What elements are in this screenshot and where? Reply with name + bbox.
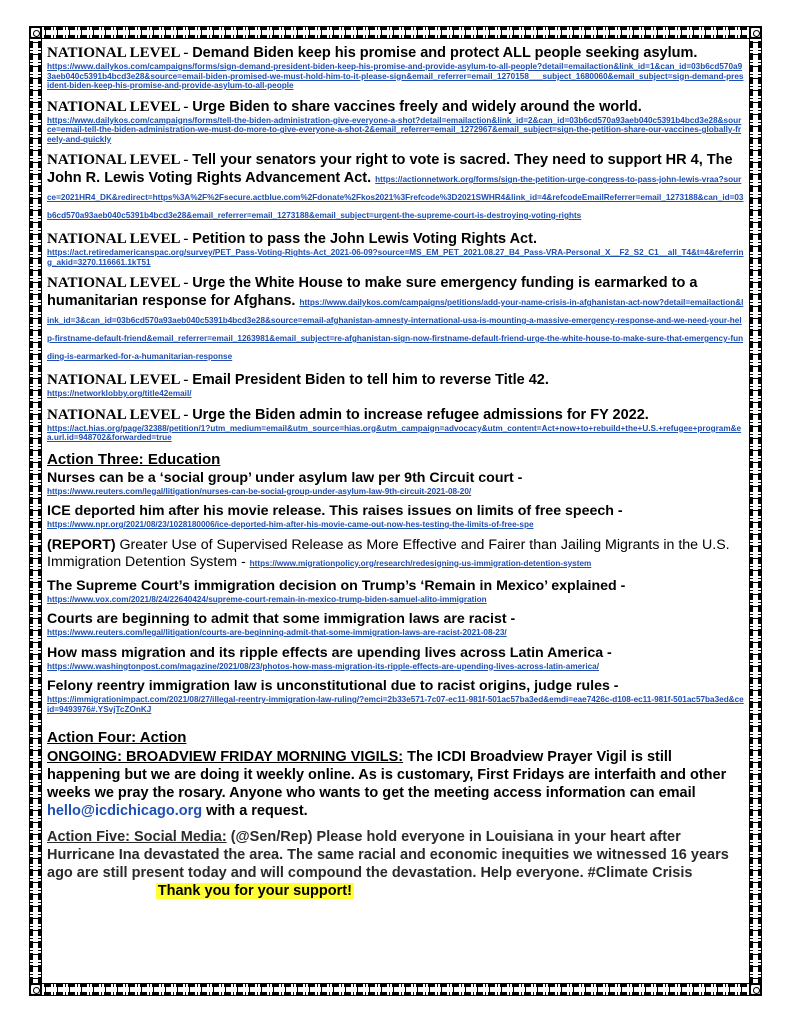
petition-link[interactable]: https://www.dailykos.com/campaigns/forms/tell-the-biden-administration-give-everyone-a-shot?detail=emailaction&link_id=2&can_id=03b6cd570a93aeb040c5391b4bcd3e28&source=email-tell-the-biden-administration-we-must-do-more-to-give-everyone-a-shot-2&email_referrer=email_1272967&email_subject=sign-the-petition-share-our-vaccines-globally-freely-and-quickly	[47, 115, 742, 144]
national-item	[47, 98, 744, 145]
article-link[interactable]: https://www.reuters.com/legal/litigation/courts-are-beginning-admit-that-some-immigration-laws-are-racist-2021-08-23/	[47, 628, 507, 637]
education-item	[47, 578, 744, 605]
corner-ornament	[29, 983, 42, 996]
national-item-title: NATIONAL LEVEL - Email President Biden to tell him to reverse Title 42.	[47, 372, 549, 388]
newsletter-content	[47, 44, 744, 900]
petition-link[interactable]: https://act.retiredamericanspac.org/survey/PET_Pass-Voting-Rights-Act_2021-06-09?source=MS_EM_PET_2021.08.27_B4_Pass-VRA-Personal_X__F2_S2_C1__all_T4&t=4&referring_akid=3270.116661.1kT51	[47, 248, 744, 267]
level-prefix: NATIONAL LEVEL -	[47, 372, 193, 388]
thank-you-highlight: Thank you for your support!	[157, 883, 352, 899]
corner-ornament	[749, 26, 762, 39]
border-left	[29, 26, 42, 996]
education-item	[47, 645, 744, 672]
article-title: The Supreme Court’s immigration decision on Trump’s ‘Remain in Mexico’ explained -	[47, 577, 626, 594]
article-link[interactable]: https://www.vox.com/2021/8/24/22640424/supreme-court-remain-in-mexico-trump-biden-samuel-alito-immigration	[47, 594, 487, 604]
social-media-paragraph: Action Five: Social Media: (@Sen/Rep) Please hold everyone in Louisiana in your heart after Hurricane Ina devastated the area. The same racial and economic inequities we witnessed 16 years ago are still present today and will compound the devastation. Help everyone. #Climate Crisis Thank you for your support!	[47, 829, 729, 899]
level-prefix: NATIONAL LEVEL -	[47, 275, 193, 291]
vigil-label: ONGOING: BROADVIEW FRIDAY MORNING VIGILS:	[47, 749, 404, 765]
education-item	[47, 503, 744, 530]
national-item-title: NATIONAL LEVEL - Urge the White House to make sure emergency funding is earmarked to a humanitarian response for Afghans. https://www.dailykos.com/campaigns/petitions/add-your-name-crisis-in-afghanistan-act-now?detail=emailaction&link_id=3&can_id=03b6cd570a93aeb040c5391b4bcd3e28&source=email-afghanistan-amnesty-international-usa-is-mounting-a-massive-emergency-response-and-we-need-your-help-firstname-default-friend&email_referrer=email_1263981&email_subject=re-afghanistan-sign-now-firstname-default-friend-urge-the-white-house-to-make-sure-that-emergency-funding-is-earmarked-for-a-humanitarian-response	[47, 275, 744, 361]
level-prefix: NATIONAL LEVEL -	[47, 152, 193, 168]
article-title: Felony reentry immigration law is unconstitutional due to racist origins, judge rules -	[47, 678, 619, 694]
article-link[interactable]: https://www.npr.org/2021/08/23/1028180006/ice-deported-him-after-his-movie-came-out-now-hes-testing-the-limits-of-free-spe	[47, 520, 534, 529]
national-item	[47, 44, 744, 91]
national-item-title: NATIONAL LEVEL - Demand Biden keep his promise and protect ALL people seeking asylum.	[47, 45, 698, 61]
national-item-title: NATIONAL LEVEL - Urge the Biden admin to increase refugee admissions for FY 2022.	[47, 406, 649, 423]
email-link[interactable]: hello@icdichicago.org	[47, 803, 203, 819]
level-prefix: NATIONAL LEVEL -	[47, 45, 193, 61]
level-prefix: NATIONAL LEVEL -	[47, 231, 193, 247]
article-link[interactable]: https://www.reuters.com/legal/litigation/nurses-can-be-social-group-under-asylum-law-9th-circuit-2021-08-20/	[47, 486, 472, 496]
petition-link[interactable]: https://www.dailykos.com/campaigns/petitions/add-your-name-crisis-in-afghanistan-act-now?detail=emailaction&link_id=3&can_id=03b6cd570a93aeb040c5391b4bcd3e28&source=email-afghanistan-amnesty-international-usa-is-mounting-a-massive-emergency-response-and-we-need-your-help-firstname-default-friend&email_referrer=email_1263981&email_subject=re-afghanistan-sign-now-firstname-default-friend-urge-the-white-house-to-make-sure-that-emergency-funding-is-earmarked-for-a-humanitarian-response	[47, 298, 744, 361]
education-item	[47, 470, 744, 497]
vigil-paragraph: ONGOING: BROADVIEW FRIDAY MORNING VIGILS: The ICDI Broadview Prayer Vigil is still happening but we are doing it weekly online. As is customary, First Fridays are interfaith and other weeks we pray the rosary. Anyone who wants to get the meeting access information can email hello@icdichicago.org with a request.	[47, 749, 727, 819]
action-five-label: Action Five: Social Media:	[47, 829, 227, 845]
petition-link[interactable]: https://actionnetwork.org/forms/sign-the-petition-urge-congress-to-pass-john-lewis-vraa?source=2021HR4_DK&redirect=https%3A%2F%2Fsecure.actblue.com%2Fdonate%2Fkos2021%3Frefcode%3D2021SWHR4&link_id=4&refcodeEmailReferrer=email_1273188&can_id=03b6cd570a93aeb040c5391b4bcd3e28&email_referrer=email_1273188&email_subject=urgent-the-supreme-court-is-destroying-voting-rights	[47, 175, 744, 220]
article-title: How mass migration and its ripple effects are upending lives across Latin America -	[47, 644, 612, 661]
report-tag: (REPORT)	[47, 536, 120, 553]
education-item	[47, 678, 744, 714]
article-title: Courts are beginning to admit that some immigration laws are racist -	[47, 611, 516, 627]
article-title: ICE deported him after his movie release. This raises issues on limits of free speech -	[47, 503, 623, 519]
national-item-title: NATIONAL LEVEL - Urge Biden to share vaccines freely and widely around the world.	[47, 98, 642, 115]
national-item	[47, 371, 744, 399]
education-item	[47, 611, 744, 638]
national-item	[47, 274, 744, 364]
corner-ornament	[29, 26, 42, 39]
article-title: Nurses can be a ‘social group’ under asylum law per 9th Circuit court -	[47, 469, 523, 486]
article-link[interactable]: https://www.washingtonpost.com/magazine/2021/08/23/photos-how-mass-migration-its-ripple-effects-are-upending-lives-across-latin-america/	[47, 661, 600, 671]
action-three-heading: Action Three: Education	[47, 450, 221, 468]
action-four-heading: Action Four: Action	[47, 729, 187, 746]
national-item-title: NATIONAL LEVEL - Tell your senators your right to vote is sacred. They need to support HR 4, The John R. Lewis Voting Rights Advancement Act. https://actionnetwork.org/forms/sign-the-petition-urge-congress-to-pass-john-lewis-vraa?source=2021HR4_DK&redirect=https%3A%2F%2Fsecure.actblue.com%2Fdonate%2Fkos2021%3Frefcode%3D2021SWHR4&link_id=4&refcodeEmailReferrer=email_1273188&can_id=03b6cd570a93aeb040c5391b4bcd3e28&email_referrer=email_1273188&email_subject=urgent-the-supreme-court-is-destroying-voting-rights	[47, 152, 744, 220]
border-right	[749, 26, 762, 996]
article-link[interactable]: https://www.migrationpolicy.org/research/redesigning-us-immigration-detention-system	[249, 558, 592, 568]
article-title: (REPORT) Greater Use of Supervised Release as More Effective and Fairer than Jailing Migrants in the U.S. Immigration Detention System - https://www.migrationpolicy.org/research/redesigning-us-immigration-detention-system	[47, 536, 730, 570]
national-item-title: NATIONAL LEVEL - Petition to pass the John Lewis Voting Rights Act.	[47, 231, 537, 247]
border-bottom	[29, 983, 762, 996]
petition-link[interactable]: https://www.dailykos.com/campaigns/forms/sign-demand-president-biden-keep-his-promise-and-provide-asylum-to-all-people?detail=emailaction&link_id=1&can_id=03b6cd570a93aeb040c5391b4bcd3e28&source=email-biden-promised-we-must-hold-him-to-it-please-sign&email_referrer=email_1270158___subject_1680060&email_subject=sign-demand-president-biden-keep-his-promise-and-provide-asylum-to-all-people	[47, 62, 744, 90]
level-prefix: NATIONAL LEVEL -	[47, 406, 193, 423]
border-top	[29, 26, 762, 39]
education-item	[47, 537, 744, 571]
petition-link[interactable]: https://networklobby.org/title42email/	[47, 389, 192, 398]
article-link[interactable]: https://immigrationimpact.com/2021/08/27/illegal-reentry-immigration-law-ruling/?emci=2b33e571-7c07-ec11-981f-501ac57ba3ed&emdi=eae7426c-d108-ec11-981f-501ac57ba3ed&ceid=9493976#.YSvjTcZOnKJ	[47, 695, 744, 714]
national-item	[47, 230, 744, 267]
petition-link[interactable]: https://act.hias.org/page/32388/petition/1?utm_medium=email&utm_source=hias.org&utm_campaign=advocacy&utm_content=Act+now+to+rebuild+the+U.S.+refugee+program&ea.url.id=948702&forwarded=true	[47, 423, 742, 442]
corner-ornament	[749, 983, 762, 996]
national-item	[47, 406, 744, 443]
national-item	[47, 151, 744, 223]
level-prefix: NATIONAL LEVEL -	[47, 98, 193, 115]
